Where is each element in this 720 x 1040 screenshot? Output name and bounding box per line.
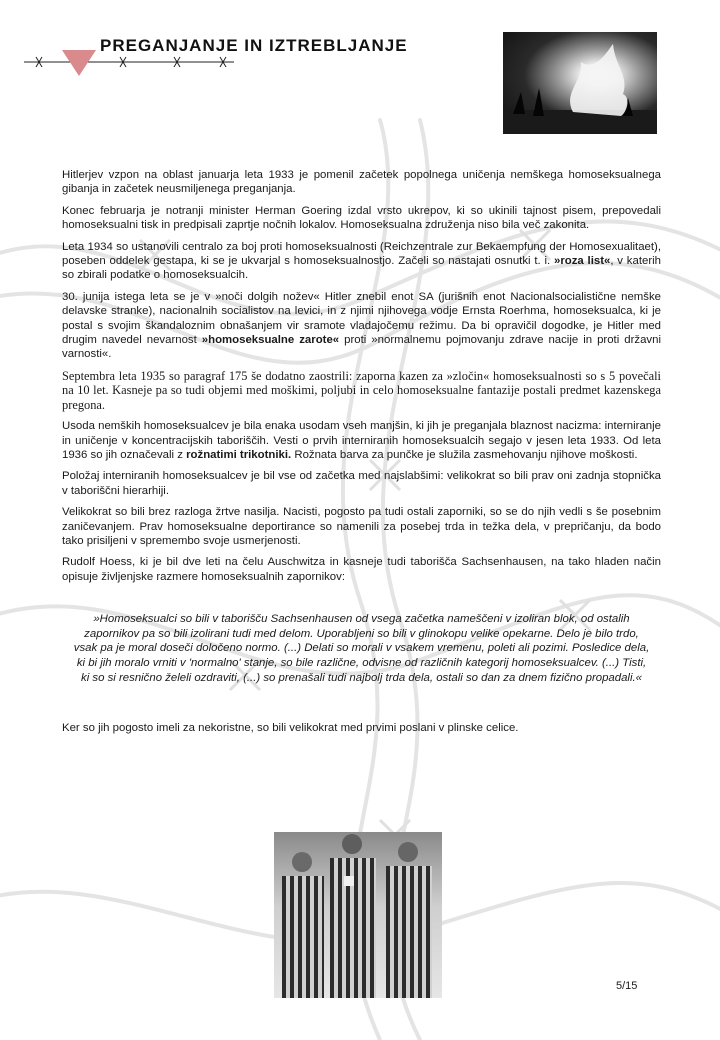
conspiracy-term: »homoseksualne zarote« (201, 334, 340, 347)
paragraph-internment: Usoda nemških homoseksualcev je bila enaka usodam vseh manjšin, ki jih je preganjala blaznost nacizma: interniranje in uničenje v koncentracijskih taboriščih. Vesti o prvih interniranih homoseksualcih segajo v jesen leta 1933. Od leta 1936 so jih označevali z rožnatimi trikotniki. Rožnata barva za punčke je služila zasmehovanju njihove moškosti. (62, 420, 661, 461)
paragraph-gas-chambers: Ker so jih pogosto imeli za nekoristne, so bili velikokrat med prvimi poslani v plinske celice. (62, 722, 519, 735)
hoess-quote: »Homoseksualci so bili v taborišču Sachsenhausen od vsega začetka nameščeni v izoliran blok, od ostalih zapornikov pa so bili izolirani tudi med delom. Uporabljeni so bili v glinokopu velike opekarne. Delo je bilo trdo, vsak pa je moral doseči določeno normo. (...) Delati so morali v vsakem vremenu, poleti ali pozimi. Posledice dela, ki bi jih moralo vrniti v 'normalno' stanje, so bile različne, odvisne od različnih kategorij homoseksualcev. (...) Tisti, ki so si resnično želeli ozdraviti, (...) so prenašali tudi najbolj trda dela, ostali so dan za dnem fizično propadali.« (73, 613, 650, 684)
page-header (0, 0, 720, 140)
pink-triangle-icon (62, 50, 96, 76)
prisoners-photo (274, 832, 442, 998)
paragraph-night-of-long-knives: 30. junija istega leta se je v »noči dolgih nožev« Hitler znebil enot SA (jurišnih enot Nacionalsocialistične nemške delavske stranke), nacionalnih socialistov na levici, in z njimi njihovega vodje Ernsta Roerhma, homoseksualca, ki je postal s svojim škandaloznim obnašanjem vir sramote vladajočemu režimu. Da bi opravičil dogodke, je Hitler med drugim navedel nevarnost »homoseksualne zarote« proti »normalnemu pojmovanju zdrave nacije in proti državni varnosti«. (62, 290, 661, 361)
pink-list-term: »roza list« (553, 255, 611, 268)
paragraph-hoess: Rudolf Hoess, ki je bil dve leti na čelu Auschwitza in kasneje tudi taborišča Sachsenhausen, na tako hladen način opisuje življenjske razmere homoseksualnih zapornikov: (62, 556, 661, 583)
book-burning-photo (503, 32, 657, 134)
pink-triangles-term: rožnatimi trikotniki. (186, 448, 292, 461)
paragraph-camp-hierarchy: Položaj interniranih homoseksualcev je bil vse od začetka med najslabšimi: velikokrat so bili prav oni zadnja stopnička v taboriščni hierarhiji. (62, 470, 661, 497)
paragraph-central-office: Leta 1934 so ustanovili centralo za boj proti homoseksualnosti (Reichzentrale zur Bekaempfung der Homosexualitaet), poseben oddelek gestapa, ki se je ukvarjal s homoseksualnostjo. Začeli so nastajati osnutki t. i. »roza list«, v katerih so zbirali podatke o homoseksualcih. (62, 240, 661, 282)
article-body (62, 168, 661, 743)
paragraph-violence: Velikokrat so bili brez razloga žrtve nasilja. Nacisti, pogosto pa tudi ostali zaporniki, so se do njih vedli s še posebnim zaničevanjem. Prav homoseksualne deportirance so namenili za posebej trda in težka dela, v prepričanju, da bodo tako prisiljeni v spremembo svoje usmerjenosti. (62, 506, 661, 547)
paragraph-goering-measures: Konec februarja je notranji minister Herman Goering izdal vrsto ukrepov, ki so ukinili tajnost pisem, prepovedali homoseksualni tisk in predpisali zaprtje nočnih lokalov. Homoseksualna združenja niso bila več zakonita. (62, 204, 661, 232)
paragraph-hitler-rise: Hitlerjev vzpon na oblast januarja leta 1933 je pomenil začetek popolnega uničenja nemškega homoseksualnega gibanja in začetek neusmiljenega preganjanja. (62, 169, 661, 196)
page-number: 5/15 (616, 980, 638, 992)
page-title: PREGANJANJE IN IZTREBLJANJE (100, 36, 408, 55)
paragraph-paragraph-175: Septembra leta 1935 so paragraf 175 še dodatno zaostrili: zaporna kazen za »zločin« homoseksualnosti so s 5 povečali na 10 let. Kasneje pa so tudi objemi med moškimi, poljubi in celo homoseksualne fantazije postali predmet kazenskega pregona. (62, 368, 661, 412)
